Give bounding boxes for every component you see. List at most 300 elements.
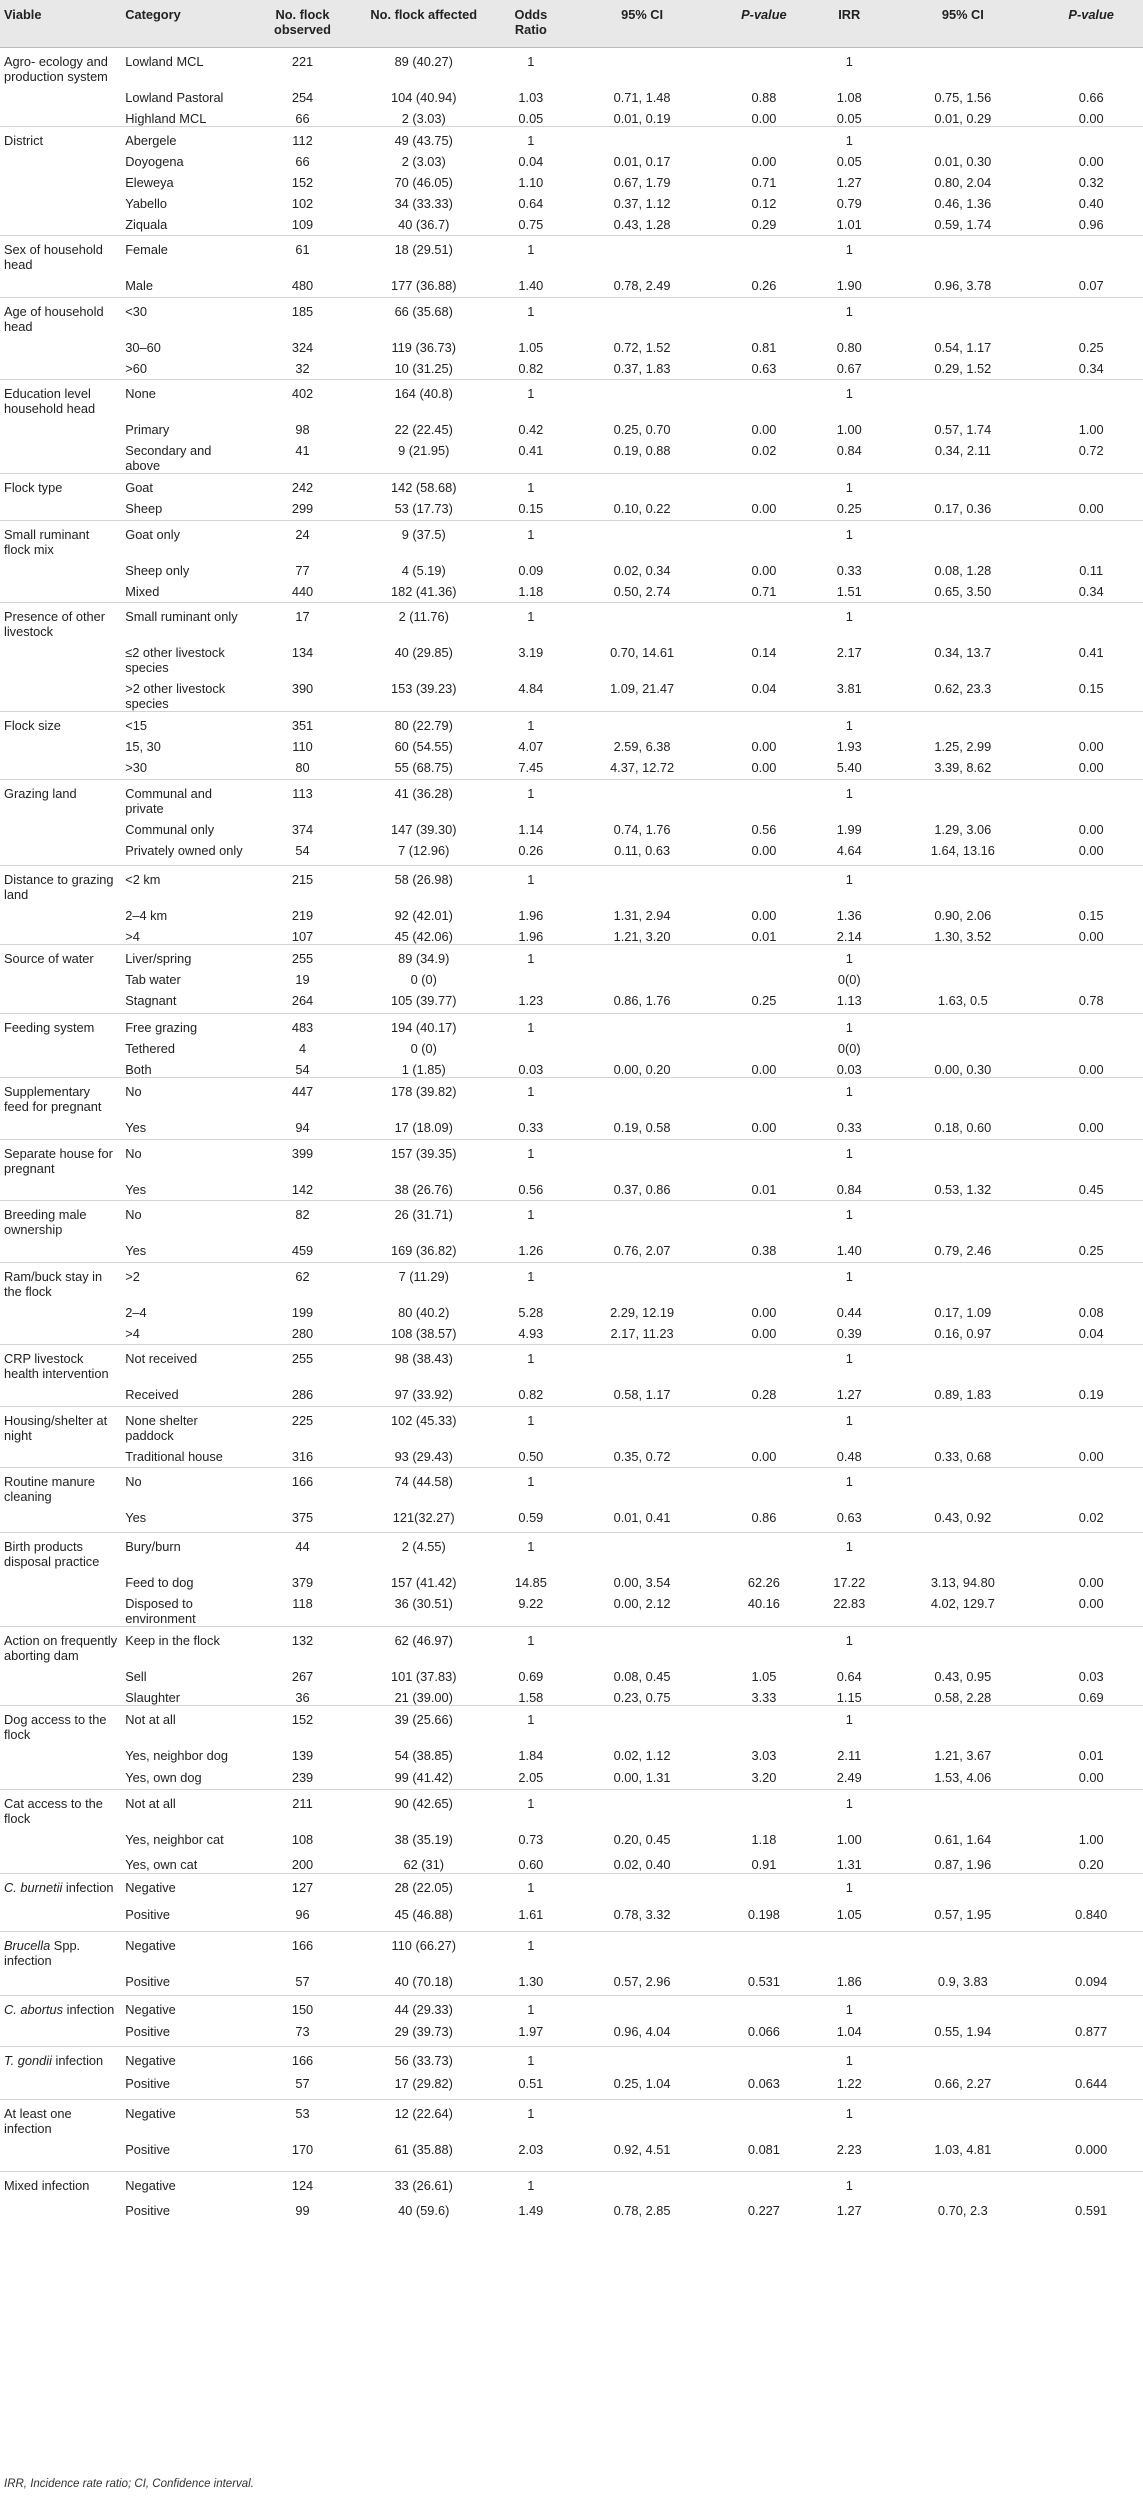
category-cell: Eleweya — [125, 174, 174, 190]
value-cell: 166 — [251, 1468, 355, 1505]
value-cell: 0.74, 1.76 — [613, 821, 671, 837]
value-cell: 119 (36.73) — [391, 339, 456, 355]
value-cell — [1039, 1790, 1143, 1827]
value-cell: 66 (35.68) — [354, 297, 493, 334]
value-cell: 0.57, 1.95 — [934, 1907, 992, 1922]
value-cell: 1.00 — [836, 422, 862, 437]
table-row — [0, 1873, 1143, 1901]
value-cell: 351 — [251, 712, 355, 734]
value-cell — [886, 297, 1039, 334]
value-cell — [886, 1873, 1039, 1901]
value-cell: 0.23, 0.75 — [613, 1689, 671, 1705]
value-cell: 1 — [812, 1078, 886, 1115]
value-cell: 459 — [291, 1243, 314, 1258]
value-cell: 0.80 — [836, 339, 862, 355]
table-row — [0, 2136, 1143, 2171]
value-cell: 41 (36.28) — [354, 779, 493, 816]
value-cell — [569, 1996, 716, 2018]
value-cell — [1039, 712, 1143, 734]
value-cell: 0.58, 1.17 — [613, 1387, 671, 1402]
value-cell: 80 — [295, 760, 310, 775]
category-cell: <15 — [121, 712, 250, 734]
table-footnote: IRR, Incidence rate ratio; CI, Confidence interval. — [4, 2478, 254, 2490]
value-cell: 166 — [251, 1931, 355, 1968]
value-cell: 33 (26.61) — [354, 2171, 493, 2197]
table-row — [0, 2171, 1143, 2197]
value-cell — [1039, 1626, 1143, 1663]
value-cell: 24 — [251, 520, 355, 557]
value-cell: 82 — [251, 1201, 355, 1238]
variable-cell — [0, 1764, 121, 1790]
value-cell: 177 (36.88) — [391, 278, 457, 293]
value-cell: 19 — [295, 972, 310, 987]
value-cell — [569, 2047, 716, 2070]
value-cell: 45 (46.88) — [394, 1907, 453, 1922]
value-cell: 118 — [292, 1595, 313, 1611]
value-cell — [1039, 1996, 1143, 2018]
value-cell: 101 (37.83) — [391, 1668, 457, 1684]
value-cell: 62 (31) — [403, 1857, 445, 1872]
variable-cell — [0, 1299, 121, 1320]
header-cell: Category — [121, 0, 250, 47]
value-cell: 2.03 — [518, 2142, 544, 2157]
table-row — [0, 1114, 1143, 1139]
variable-cell: Mixed infection — [0, 2171, 121, 2197]
value-cell: 54 — [295, 1061, 310, 1077]
category-cell: Positive — [125, 2075, 171, 2091]
category-cell: Free grazing — [121, 1013, 250, 1035]
value-cell: 0.59 — [518, 1510, 544, 1525]
value-cell — [569, 380, 716, 417]
table-row — [0, 1237, 1143, 1262]
table-row — [0, 148, 1143, 169]
value-cell: 211 — [251, 1790, 355, 1827]
value-cell: 0.00 — [1078, 1448, 1104, 1464]
category-cell: >4 — [125, 929, 140, 944]
value-cell — [1039, 2100, 1143, 2137]
value-cell: 0.76, 2.07 — [613, 1243, 671, 1258]
value-cell: 0.32 — [1078, 174, 1104, 190]
table-row — [0, 923, 1143, 945]
table-row — [0, 1826, 1143, 1851]
variable-cell: Flock type — [0, 474, 121, 496]
value-cell: 1.05 — [751, 1668, 777, 1684]
value-cell: 0.96 — [1078, 216, 1104, 232]
value-cell: 1.93 — [836, 739, 862, 754]
header-cell: Viable — [0, 0, 121, 47]
value-cell: 0.53, 1.32 — [934, 1181, 992, 1197]
value-cell — [569, 1406, 716, 1443]
value-cell: 0.00 — [751, 1304, 777, 1320]
value-cell: 1 — [493, 1262, 568, 1299]
category-cell: Sheep only — [125, 562, 190, 578]
value-cell: 0.25, 0.70 — [613, 422, 671, 437]
value-cell: 1 — [493, 1406, 568, 1443]
value-cell: 0.07 — [1078, 278, 1104, 293]
value-cell: 0.00 — [751, 562, 777, 578]
variable-cell — [0, 105, 121, 127]
value-cell: 0.75 — [518, 216, 544, 232]
value-cell: 0.55, 1.94 — [934, 2023, 992, 2039]
variable-cell: Brucella Spp. infection — [0, 1931, 121, 1968]
table-row — [0, 47, 1143, 84]
value-cell — [716, 2171, 813, 2197]
value-cell: 0.59, 1.74 — [934, 216, 992, 232]
table-row — [0, 437, 1143, 474]
value-cell: 92 (42.01) — [394, 908, 453, 923]
value-cell: 0.34, 13.7 — [934, 645, 992, 660]
value-cell: 1 — [812, 1996, 886, 2018]
category-cell: Positive — [125, 2203, 171, 2218]
value-cell: 93 (29.43) — [394, 1448, 453, 1464]
value-cell: 280 — [291, 1325, 314, 1341]
table-row — [0, 2047, 1143, 2070]
value-cell: 1.40 — [518, 278, 544, 293]
variable-cell — [0, 416, 121, 437]
value-cell: 0.69 — [1078, 1689, 1104, 1705]
variable-cell — [0, 987, 121, 1013]
value-cell: 49 (43.75) — [354, 126, 493, 148]
value-cell: 1 — [493, 2171, 568, 2197]
table-row — [0, 2197, 1143, 2222]
value-cell: 0.00 — [751, 422, 777, 437]
value-cell: 40 (36.7) — [398, 216, 450, 232]
value-cell: 0.43, 1.28 — [613, 216, 671, 232]
value-cell: 152 — [291, 174, 314, 190]
value-cell: 0.45 — [1078, 1181, 1104, 1197]
value-cell: 0.78, 2.85 — [613, 2203, 671, 2218]
table-row — [0, 1345, 1143, 1382]
value-cell: 0.75, 1.56 — [934, 89, 992, 105]
table-row — [0, 1996, 1143, 2018]
value-cell: 0.50, 2.74 — [613, 583, 671, 599]
value-cell: 0.14 — [751, 645, 777, 660]
value-cell — [569, 47, 716, 84]
value-cell: 54 — [295, 842, 310, 858]
value-cell: 5.28 — [518, 1304, 544, 1320]
value-cell — [493, 1035, 568, 1056]
value-cell: 0.00 — [751, 908, 777, 923]
variable-cell: Presence of other livestock — [0, 603, 121, 640]
table-row — [0, 236, 1143, 273]
value-cell: 40 (59.6) — [398, 2203, 450, 2218]
table-row — [0, 945, 1143, 967]
value-cell: 110 — [292, 739, 313, 754]
value-cell — [569, 1873, 716, 1901]
value-cell — [886, 1078, 1039, 1115]
variable-cell: Age of household head — [0, 297, 121, 334]
variable-cell — [0, 1114, 121, 1139]
category-cell: Negative — [121, 2171, 250, 2197]
value-cell: 0.89, 1.83 — [934, 1387, 992, 1402]
category-cell: Tethered — [125, 1040, 176, 1056]
value-cell: 53 (17.73) — [394, 501, 453, 516]
value-cell: 440 — [291, 583, 314, 599]
table-row — [0, 639, 1143, 675]
value-cell: 0.00, 1.31 — [613, 1769, 671, 1785]
value-cell: 2.14 — [836, 929, 862, 944]
category-cell: >2 — [121, 1262, 250, 1299]
value-cell: 1 — [812, 2100, 886, 2137]
value-cell: 41 — [295, 443, 310, 458]
table-row — [0, 1176, 1143, 1201]
value-cell — [1039, 1931, 1143, 1968]
value-cell: 3.39, 8.62 — [934, 760, 992, 775]
category-cell: Not at all — [121, 1705, 250, 1742]
value-cell: 0.00 — [1078, 1120, 1104, 1135]
value-cell: 1 — [493, 1626, 568, 1663]
value-cell: 89 (34.9) — [354, 945, 493, 967]
category-cell: 2–4 — [125, 1304, 147, 1320]
value-cell: 44 — [251, 1532, 355, 1569]
category-cell: <30 — [121, 297, 250, 334]
category-cell: 15, 30 — [125, 739, 161, 754]
value-cell: 0.03 — [518, 1061, 544, 1077]
value-cell — [1039, 966, 1143, 987]
category-cell: 30–60 — [125, 339, 161, 355]
category-cell: Slaughter — [125, 1689, 181, 1705]
value-cell — [716, 603, 813, 640]
category-cell: Highland MCL — [125, 110, 207, 126]
value-cell: 80 (22.79) — [354, 712, 493, 734]
value-cell — [886, 1468, 1039, 1505]
table-row — [0, 1684, 1143, 1706]
value-cell: 1.00 — [1078, 1832, 1104, 1847]
value-cell: 0.01 — [751, 1181, 777, 1197]
value-cell: 0.33 — [518, 1120, 544, 1135]
value-cell — [1039, 380, 1143, 417]
value-cell: 0.72 — [1078, 443, 1104, 458]
value-cell: 0.29, 1.52 — [934, 360, 992, 376]
table-row — [0, 297, 1143, 334]
value-cell — [716, 1035, 813, 1056]
value-cell — [886, 1406, 1039, 1443]
table-row — [0, 1764, 1143, 1790]
value-cell: 0.25 — [1078, 339, 1104, 355]
value-cell — [886, 1345, 1039, 1382]
variable-cell — [0, 557, 121, 578]
category-cell: Not received — [121, 1345, 250, 1382]
value-cell — [886, 1996, 1039, 2018]
value-cell — [716, 1262, 813, 1299]
value-cell: 77 — [295, 562, 310, 578]
table-row — [0, 1299, 1143, 1320]
value-cell: 1.61 — [518, 1907, 544, 1922]
variable-cell: Ram/buck stay in the flock — [0, 1262, 121, 1299]
value-cell: 36 (30.51) — [394, 1595, 453, 1611]
value-cell: 5.40 — [836, 760, 862, 775]
category-cell: Goat — [121, 474, 250, 496]
variable-cell — [0, 966, 121, 987]
value-cell: 1 — [493, 1078, 568, 1115]
value-cell: 0.02 — [751, 443, 777, 458]
value-cell: 18 (29.51) — [354, 236, 493, 273]
variable-cell: Distance to grazing land — [0, 866, 121, 903]
value-cell: 0.33, 0.68 — [934, 1448, 992, 1464]
value-cell: 9.22 — [518, 1595, 544, 1611]
value-cell: 108 — [291, 1832, 314, 1847]
category-cell: Communal and private — [121, 779, 250, 816]
value-cell: 1.04 — [836, 2023, 862, 2039]
table-row — [0, 1569, 1143, 1590]
value-cell — [716, 1406, 813, 1443]
value-cell: 0.04 — [1078, 1325, 1104, 1341]
value-cell: 1 — [812, 779, 886, 816]
variable-cell: Cat access to the flock — [0, 1790, 121, 1827]
value-cell — [886, 1532, 1039, 1569]
value-cell — [716, 1013, 813, 1035]
value-cell: 0.56 — [751, 821, 777, 837]
value-cell: 3.03 — [751, 1747, 777, 1763]
value-cell: 0.71 — [751, 174, 777, 190]
variable-cell — [0, 211, 121, 236]
table-row — [0, 1851, 1143, 1873]
value-cell: 0.61, 1.64 — [934, 1832, 992, 1847]
value-cell: 2 (3.03) — [401, 153, 446, 169]
value-cell: 109 — [291, 216, 314, 232]
value-cell — [569, 1262, 716, 1299]
value-cell: 0.00 — [751, 842, 777, 858]
value-cell — [1039, 126, 1143, 148]
variable-cell: CRP livestock health intervention — [0, 1345, 121, 1382]
value-cell: 0.63 — [836, 1510, 862, 1525]
value-cell: 1.18 — [518, 583, 544, 599]
value-cell — [569, 866, 716, 903]
value-cell: 0.20 — [1078, 1857, 1104, 1872]
value-cell: 1 — [493, 2047, 568, 2070]
value-cell: 0.094 — [1075, 1973, 1108, 1989]
value-cell: 1 — [493, 1873, 568, 1901]
value-cell — [886, 866, 1039, 903]
value-cell: 0.15 — [1078, 908, 1104, 923]
value-cell: 1 — [812, 1201, 886, 1238]
value-cell: 286 — [291, 1387, 314, 1402]
value-cell: 0.26 — [751, 278, 777, 293]
value-cell: 0.88 — [751, 89, 777, 105]
value-cell: 1 — [812, 380, 886, 417]
value-cell: 299 — [291, 501, 314, 516]
value-cell: 0.05 — [836, 110, 862, 126]
table-row — [0, 1968, 1143, 1996]
value-cell: 0.80, 2.04 — [934, 174, 992, 190]
value-cell — [569, 474, 716, 496]
value-cell: 0.00 — [751, 501, 777, 516]
value-cell: 324 — [291, 339, 314, 355]
value-cell: 0.05 — [518, 110, 544, 126]
value-cell: 170 — [291, 2142, 314, 2157]
variable-cell — [0, 754, 121, 779]
value-cell: 2.17, 11.23 — [610, 1325, 674, 1341]
value-cell: 0.00, 0.30 — [934, 1061, 992, 1077]
value-cell — [886, 1705, 1039, 1742]
table-row — [0, 1626, 1143, 1663]
category-cell: Negative — [121, 1873, 250, 1901]
value-cell: 107 — [291, 929, 314, 944]
value-cell — [1039, 1013, 1143, 1035]
variable-cell — [0, 437, 121, 474]
header-cell: Odds Ratio — [493, 0, 568, 47]
value-cell — [886, 380, 1039, 417]
value-cell: 142 — [291, 1181, 314, 1197]
category-cell: Small ruminant only — [121, 603, 250, 640]
value-cell — [886, 779, 1039, 816]
value-cell: 80 (40.2) — [398, 1304, 450, 1320]
value-cell: 4.07 — [518, 739, 544, 754]
category-cell: Disposed to environment — [125, 1595, 196, 1626]
value-cell — [569, 945, 716, 967]
value-cell: 0.12 — [751, 195, 777, 211]
value-cell: 0.19, 0.88 — [613, 443, 671, 458]
value-cell: 0.38 — [751, 1243, 777, 1258]
value-cell — [886, 1139, 1039, 1176]
table-row — [0, 966, 1143, 987]
variable-cell: Agro- ecology and production system — [4, 53, 108, 84]
value-cell — [716, 866, 813, 903]
value-cell: 1.53, 4.06 — [934, 1769, 992, 1785]
value-cell: 0.08 — [1078, 1304, 1104, 1320]
value-cell — [1039, 2047, 1143, 2070]
value-cell: 0.56 — [518, 1181, 544, 1197]
variable-cell — [0, 1663, 121, 1684]
table-row — [0, 1381, 1143, 1406]
value-cell — [886, 1262, 1039, 1299]
value-cell: 0.29 — [751, 216, 777, 232]
value-cell — [569, 1705, 716, 1742]
value-cell — [716, 1468, 813, 1505]
category-cell: Not at all — [121, 1790, 250, 1827]
value-cell: 219 — [291, 908, 314, 923]
table-row — [0, 733, 1143, 754]
value-cell: 1 — [812, 1873, 886, 1901]
value-cell: 0.20, 0.45 — [613, 1832, 671, 1847]
category-cell: Ziquala — [125, 216, 168, 232]
value-cell: 0.86, 1.76 — [613, 993, 671, 1008]
category-cell: Negative — [121, 2100, 250, 2137]
value-cell: 1.96 — [518, 929, 544, 944]
value-cell: 28 (22.05) — [354, 1873, 493, 1901]
value-cell: 0.34, 2.11 — [934, 443, 991, 458]
value-cell — [716, 1931, 813, 1968]
table-row — [0, 779, 1143, 816]
value-cell: 390 — [291, 681, 314, 696]
value-cell: 4.37, 12.72 — [610, 760, 675, 775]
value-cell: 264 — [291, 993, 314, 1008]
value-cell: 0.43, 0.92 — [934, 1510, 992, 1525]
value-cell — [886, 47, 1039, 84]
value-cell: 1.31 — [836, 1857, 862, 1872]
value-cell: 1 — [493, 1931, 568, 1968]
value-cell: 0.01, 0.29 — [934, 110, 992, 126]
value-cell: 0.72, 1.52 — [613, 339, 671, 355]
variable-cell — [0, 2018, 121, 2047]
value-cell: 0.03 — [836, 1061, 862, 1077]
value-cell — [886, 1035, 1039, 1056]
category-cell: Bury/burn — [121, 1532, 250, 1569]
table-row — [0, 675, 1143, 712]
value-cell: 147 (39.30) — [391, 821, 457, 837]
value-cell: 1.08 — [836, 89, 862, 105]
variable-cell — [0, 495, 121, 520]
value-cell: 0.17, 0.36 — [934, 501, 992, 516]
value-cell: 1 — [812, 1705, 886, 1742]
value-cell: 0.37, 1.83 — [613, 360, 671, 376]
value-cell: 60 (54.55) — [394, 739, 453, 754]
table-row — [0, 1056, 1143, 1078]
value-cell: 169 (36.82) — [391, 1243, 457, 1258]
value-cell: 2.17 — [836, 645, 862, 660]
variable-cell — [0, 1056, 121, 1078]
value-cell: 0.37, 1.12 — [613, 195, 671, 211]
